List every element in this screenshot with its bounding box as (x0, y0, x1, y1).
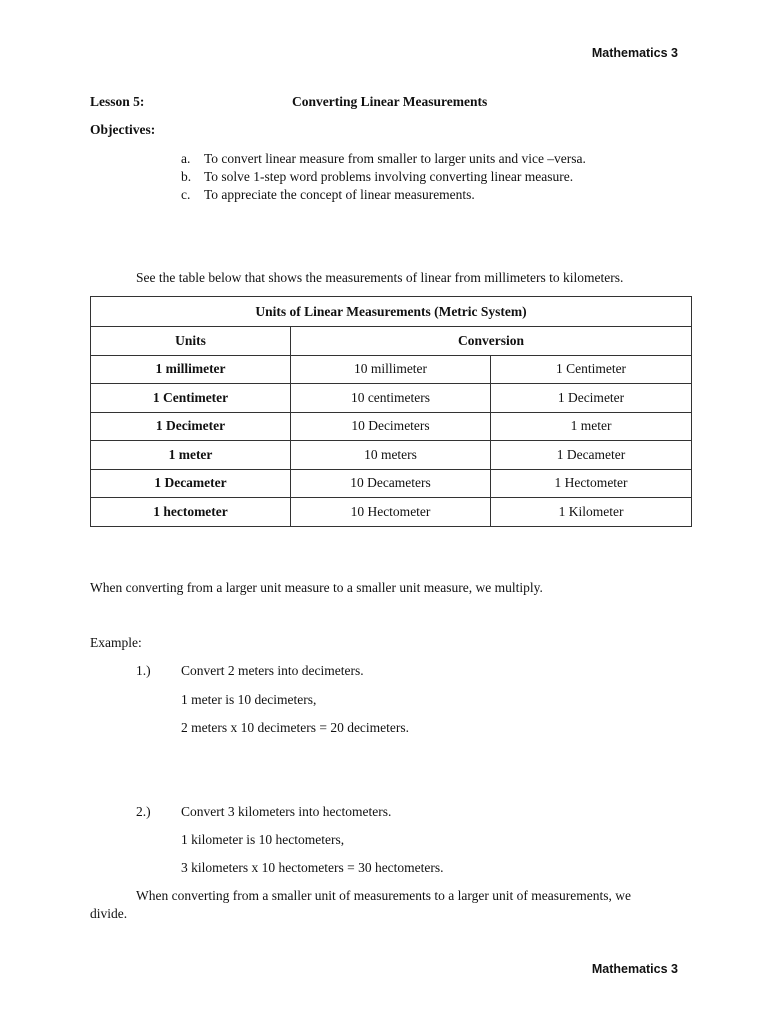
table-title: Units of Linear Measurements (Metric System) (91, 297, 692, 327)
conversion-from-cell: 10 millimeter (291, 355, 491, 384)
unit-cell: 1 Decameter (91, 469, 291, 498)
conversion-from-cell: 10 Hectometer (291, 498, 491, 527)
table-header-row (91, 327, 692, 356)
page-footer: Mathematics 3 (591, 962, 678, 976)
table-intro: See the table below that shows the measurements of linear from millimeters to kilometers. (136, 270, 624, 285)
unit-cell: 1 Decimeter (91, 412, 291, 441)
table-row (91, 384, 692, 413)
unit-cell: 1 hectometer (91, 498, 291, 527)
conversion-to-cell: 1 meter (491, 412, 692, 441)
rule-divide-line2: divide. (90, 906, 128, 921)
unit-cell: 1 millimeter (91, 355, 291, 384)
objectives-heading: Objectives: (90, 122, 156, 137)
conversion-table (90, 296, 692, 527)
example-line: Convert 2 meters into decimeters. (181, 663, 364, 678)
rule-divide-line1: When converting from a smaller unit of measurements to a larger unit of measurements, we (136, 888, 631, 903)
conversion-from-cell: 10 meters (291, 441, 491, 470)
objective-letter: a. (181, 151, 191, 166)
conversion-to-cell: 1 Kilometer (491, 498, 692, 527)
objective-text: To solve 1-step word problems involving converting linear measure. (204, 169, 574, 184)
example-line: 2 meters x 10 decimeters = 20 decimeters. (181, 720, 410, 735)
rule-multiply: When converting from a larger unit measure to a smaller unit measure, we multiply. (90, 580, 543, 595)
conversion-to-cell: 1 Hectometer (491, 469, 692, 498)
conversion-to-cell: 1 Centimeter (491, 355, 692, 384)
example-number: 1.) (136, 663, 151, 678)
example-line: Convert 3 kilometers into hectometers. (181, 804, 392, 819)
table-row (91, 441, 692, 470)
conversion-from-cell: 10 centimeters (291, 384, 491, 413)
example-line: 1 meter is 10 decimeters, (181, 692, 317, 707)
objective-text: To convert linear measure from smaller to larger units and vice –versa. (204, 151, 586, 166)
column-header-conversion: Conversion (291, 327, 692, 356)
objective-text: To appreciate the concept of linear measurements. (204, 187, 475, 202)
conversion-from-cell: 10 Decimeters (291, 412, 491, 441)
conversion-to-cell: 1 Decimeter (491, 384, 692, 413)
table-row (91, 469, 692, 498)
unit-cell: 1 Centimeter (91, 384, 291, 413)
table-row (91, 355, 692, 384)
lesson-number: Lesson 5: (90, 94, 145, 109)
example-label: Example: (90, 635, 142, 650)
objective-letter: b. (181, 169, 192, 184)
conversion-to-cell: 1 Decameter (491, 441, 692, 470)
table-row (91, 498, 692, 527)
lesson-title: Converting Linear Measurements (292, 94, 488, 109)
unit-cell: 1 meter (91, 441, 291, 470)
table-row (91, 412, 692, 441)
example-number: 2.) (136, 804, 151, 819)
example-line: 1 kilometer is 10 hectometers, (181, 832, 345, 847)
page-header: Mathematics 3 (591, 46, 678, 60)
objective-letter: c. (181, 187, 191, 202)
conversion-from-cell: 10 Decameters (291, 469, 491, 498)
table-title-row (91, 297, 692, 327)
example-line: 3 kilometers x 10 hectometers = 30 hectometers. (181, 860, 444, 875)
column-header-units: Units (91, 327, 291, 356)
